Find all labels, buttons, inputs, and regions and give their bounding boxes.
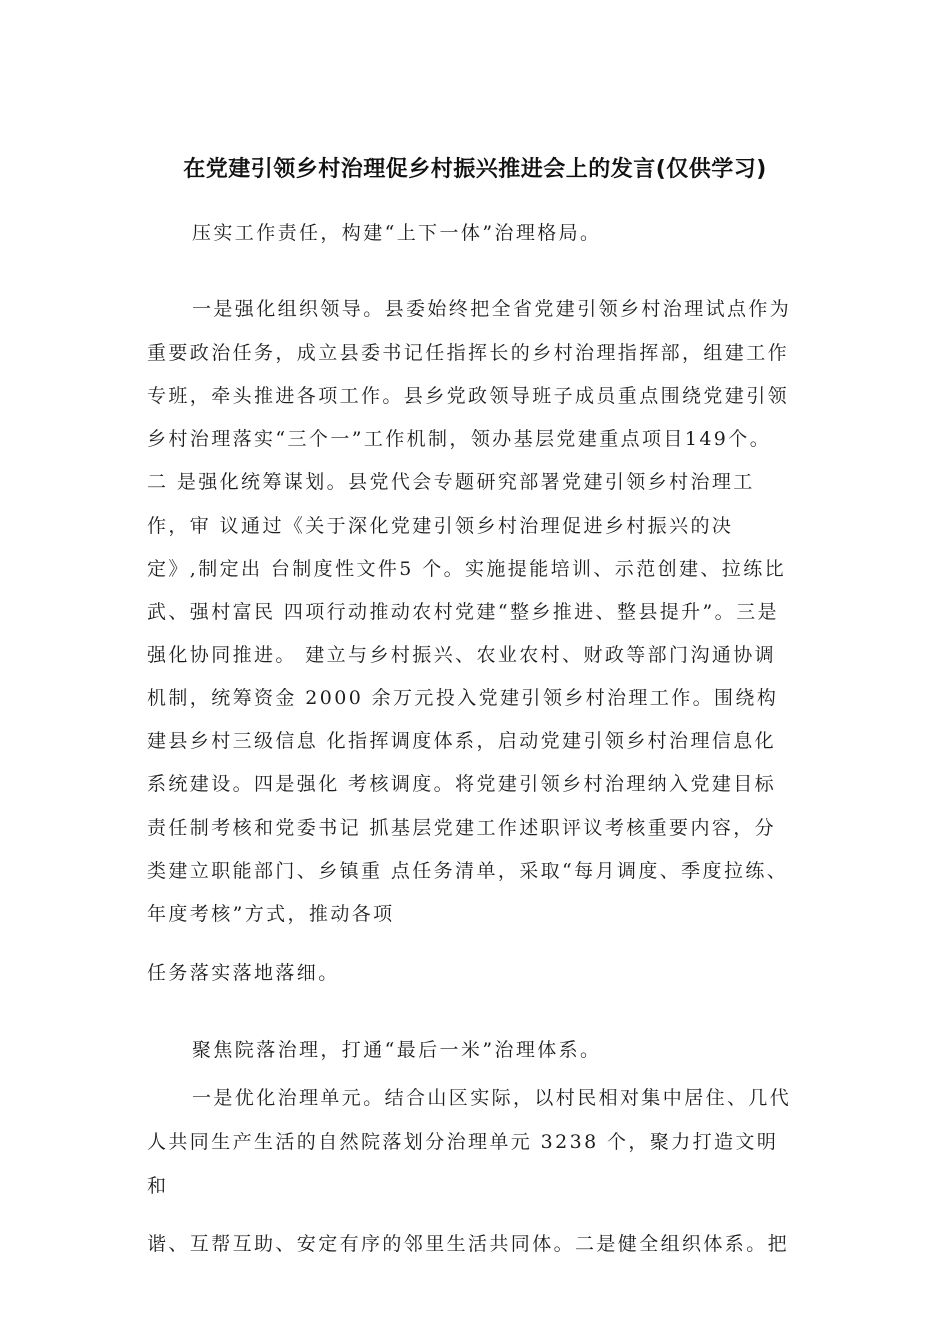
- document-title: 在党建引领乡村治理促乡村振兴推进会上的发言(仅供学习): [183, 157, 767, 182]
- paragraph-line: 责任制考核和党委书记 抓基层党建工作述职评议考核重要内容，分: [147, 817, 777, 839]
- paragraph-line: 定》,制定出 台制度性文件5 个。实施提能培训、示范创建、拉练比: [147, 558, 787, 580]
- paragraph-line: 一是强化组织领导。县委始终把全省党建引领乡村治理试点作为: [192, 298, 792, 320]
- paragraph-line: 类建立职能部门、乡镇重 点任务清单，采取“每月调度、季度拉练、: [147, 860, 789, 882]
- paragraph-heading: 聚焦院落治理，打通“最后一米”治理体系。: [192, 1039, 602, 1061]
- paragraph-line: 专班，牵头推进各项工作。县乡党政领导班子成员重点围绕党建引领: [147, 385, 790, 407]
- paragraph-line: 建县乡村三级信息 化指挥调度体系，启动党建引领乡村治理信息化: [147, 730, 777, 752]
- paragraph-line: 任务落实落地落细。: [147, 962, 340, 984]
- paragraph-line: 机制，统筹资金 2000 余万元投入党建引领乡村治理工作。围绕构: [147, 687, 779, 709]
- paragraph-line: 一是优化治理单元。结合山区实际，以村民相对集中居住、几代: [192, 1087, 792, 1109]
- paragraph-line: 系统建设。四是强化 考核调度。将党建引领乡村治理纳入党建目标: [147, 773, 777, 795]
- paragraph-line: 武、强村富民 四项行动推动农村党建“整乡推进、整县提升”。三是: [147, 601, 779, 623]
- paragraph-line: 谐、互帮互助、安定有序的邻里生活共同体。二是健全组织体系。把: [147, 1233, 790, 1255]
- paragraph-line: 二 是强化统筹谋划。县党代会专题研究部署党建引领乡村治理工: [147, 471, 755, 493]
- paragraph-line: 作，审 议通过《关于深化党建引领乡村治理促进乡村振兴的决: [147, 515, 734, 537]
- paragraph-line: 人共同生产生活的自然院落划分治理单元 3238 个，聚力打造文明: [147, 1131, 779, 1153]
- paragraph-heading: 压实工作责任，构建“上下一体”治理格局。: [192, 222, 602, 244]
- paragraph-line: 强化协同推进。 建立与乡村振兴、农业农村、财政等部门沟通协调: [147, 644, 777, 666]
- paragraph-line: 乡村治理落实“三个一”工作机制，领办基层党建重点项目149个。: [147, 428, 772, 450]
- paragraph-line: 重要政治任务，成立县委书记任指挥长的乡村治理指挥部，组建工作: [147, 342, 790, 364]
- paragraph-line: 和: [147, 1175, 169, 1197]
- paragraph-line: 年度考核”方式，推动各项: [147, 903, 395, 925]
